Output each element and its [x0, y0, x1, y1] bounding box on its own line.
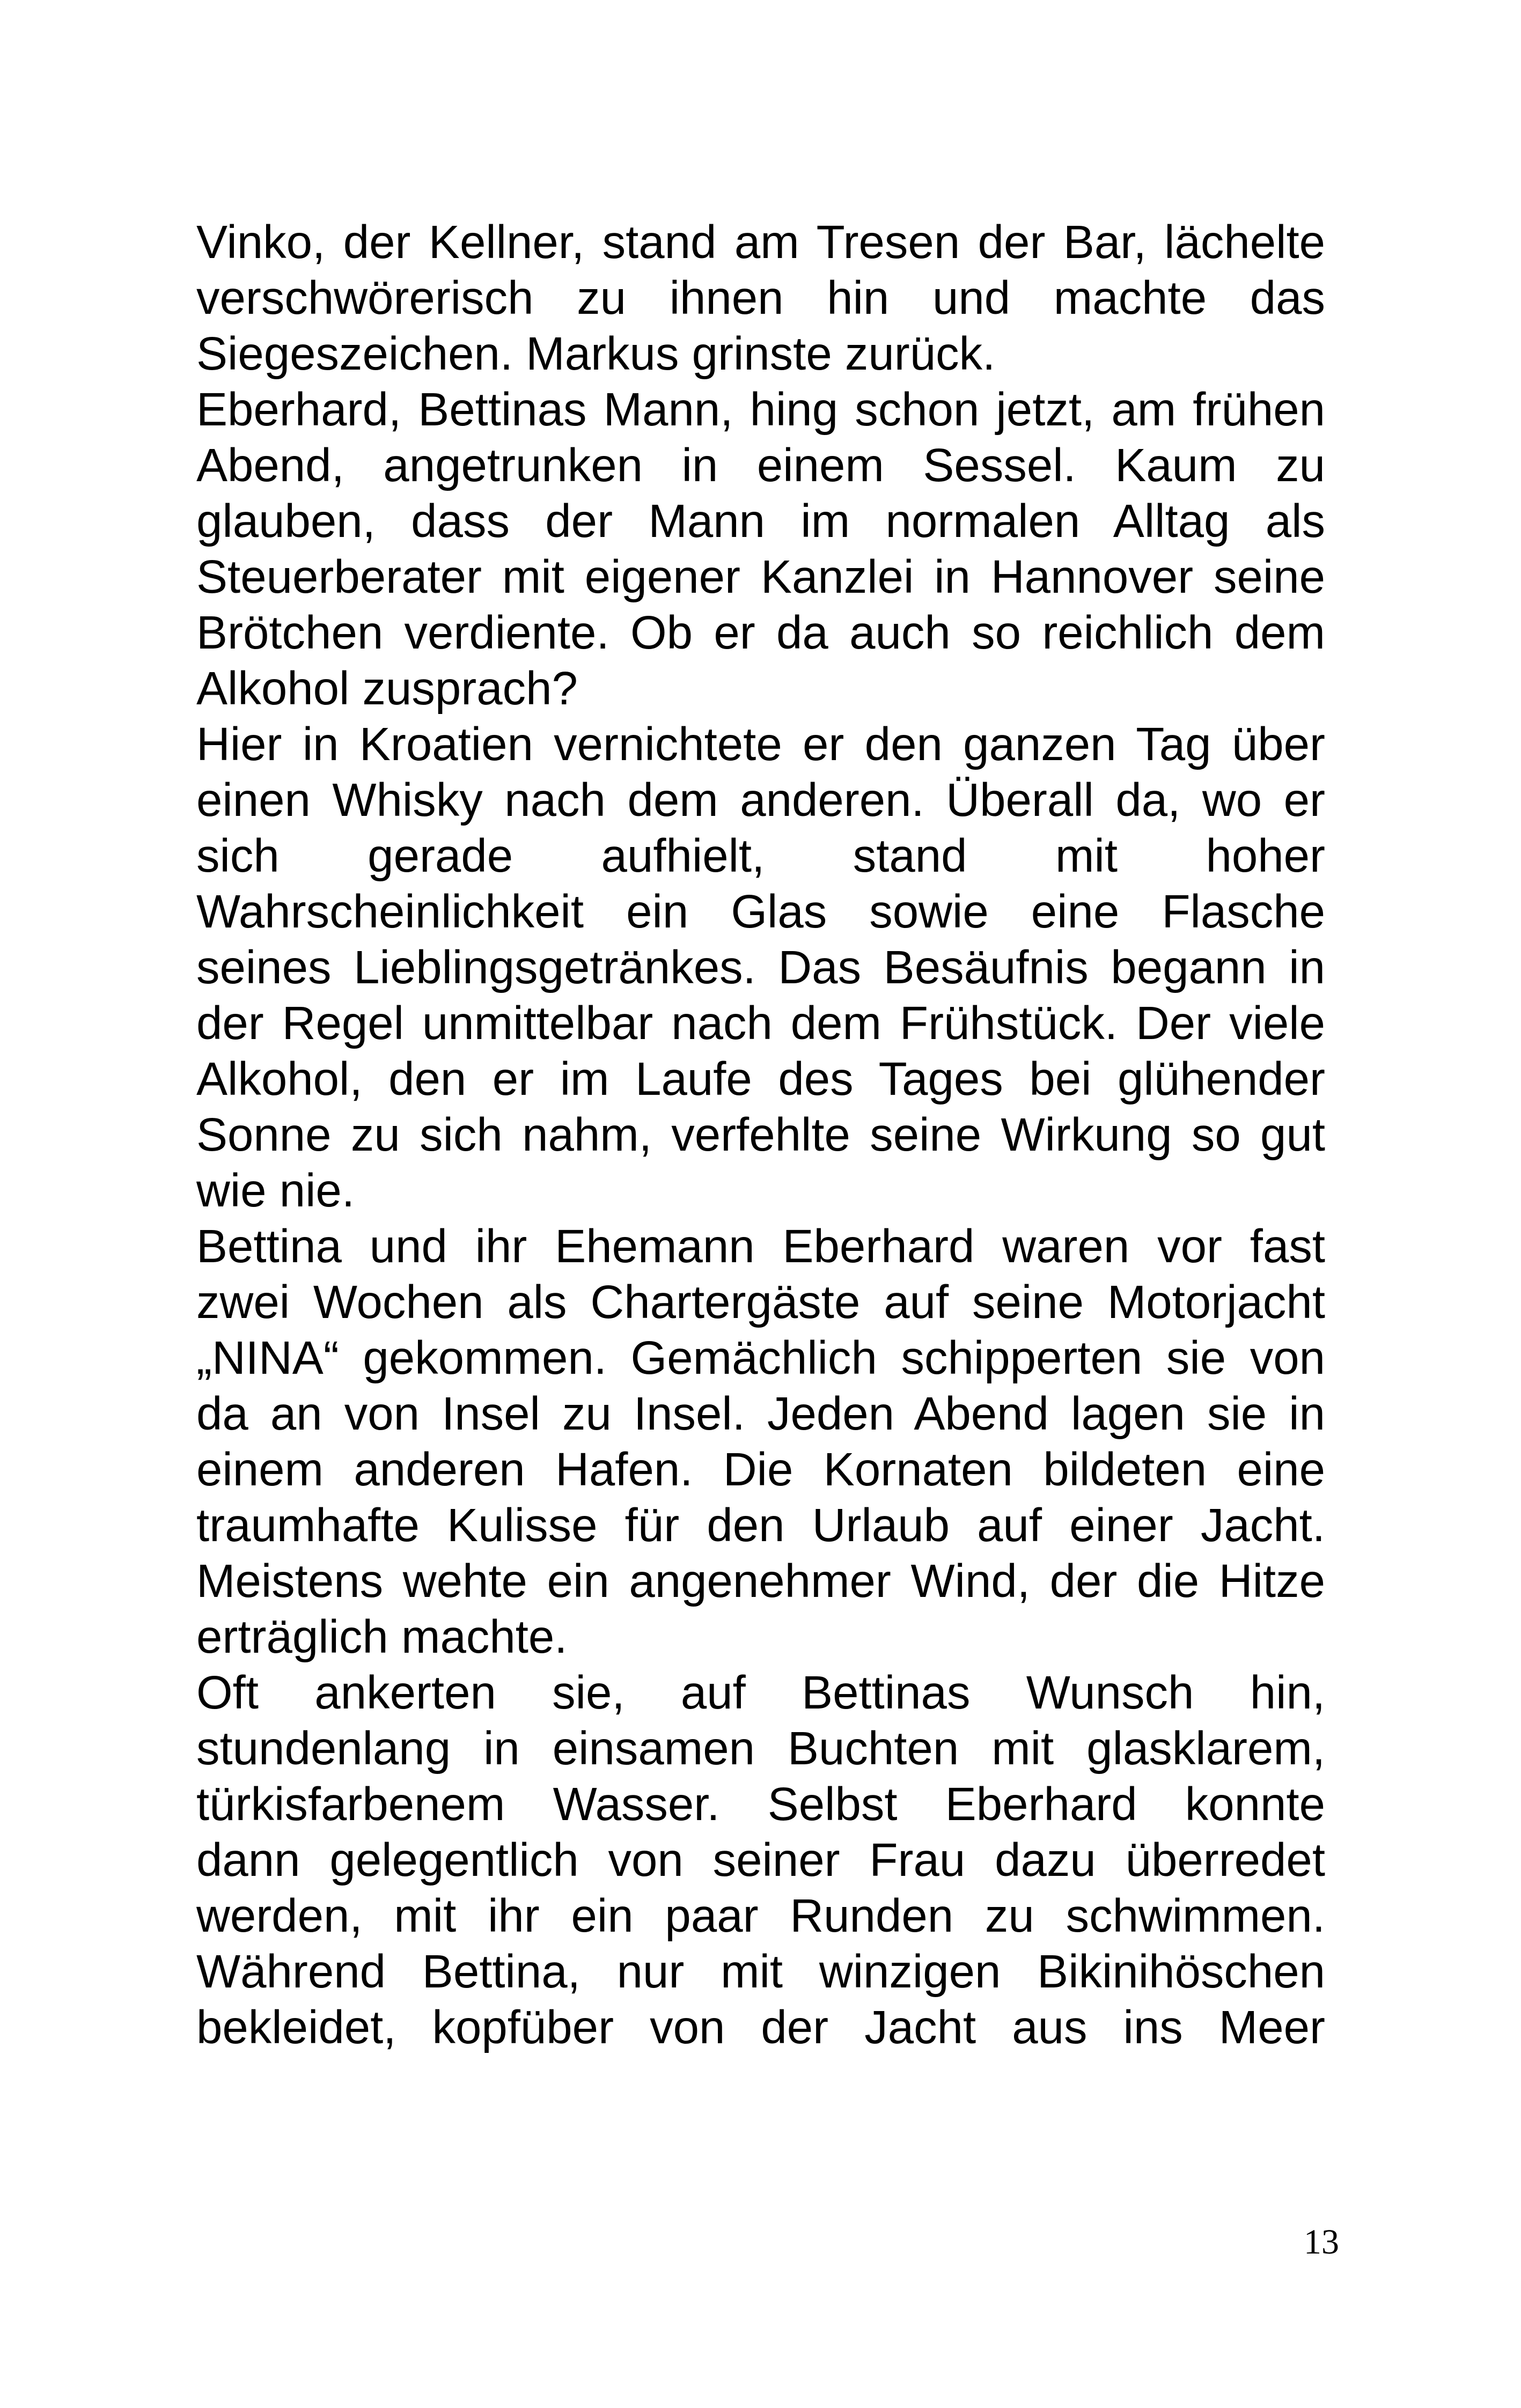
text-line: einen Whisky nach dem anderen. Überall da, wo er [196, 774, 1325, 826]
text-line: Hier in Kroatien vernichtete er den ganzen Tag über [196, 718, 1325, 770]
text-line: zwei Wochen als Chartergäste auf seine Motorjacht [196, 1276, 1325, 1328]
text-line: traumhafte Kulisse für den Urlaub auf einer Jacht. [196, 1499, 1325, 1551]
text-line: da an von Insel zu Insel. Jeden Abend lagen sie in [196, 1388, 1325, 1440]
text-line: der Regel unmittelbar nach dem Frühstück. Der viele [196, 997, 1325, 1049]
text-line: glauben, dass der Mann im normalen Alltag als [196, 495, 1325, 547]
text-line: Bettina und ihr Ehemann Eberhard waren vor fast [196, 1220, 1325, 1272]
text-line: Alkohol zusprach? [196, 662, 578, 715]
text-line: Abend, angetrunken in einem Sessel. Kaum zu [196, 439, 1325, 491]
paragraph [196, 215, 1325, 382]
text-line: sich gerade aufhielt, stand mit hoher [196, 830, 1325, 882]
text-line: „NINA“ gekommen. Gemächlich schipperten sie von [196, 1332, 1325, 1384]
text-line: Sonne zu sich nahm, verfehlte seine Wirkung so gut [196, 1109, 1325, 1161]
text-line: Wahrscheinlichkeit ein Glas sowie eine Flasche [196, 886, 1325, 938]
text-line: türkisfarbenem Wasser. Selbst Eberhard konnte [196, 1778, 1325, 1830]
page-number: 13 [1304, 2222, 1339, 2262]
text-line: seines Lieblingsgetränkes. Das Besäufnis begann in [196, 941, 1325, 993]
body-text [196, 215, 1325, 2056]
text-line: stundenlang in einsamen Buchten mit glasklarem, [196, 1722, 1325, 1774]
paragraph [196, 1219, 1325, 1665]
text-line: Alkohol, den er im Laufe des Tages bei glühender [196, 1053, 1325, 1105]
text-line: bekleidet, kopfüber von der Jacht aus ins Meer [196, 2001, 1325, 2053]
text-line: verschwörerisch zu ihnen hin und machte das [196, 272, 1325, 324]
text-line: Während Bettina, nur mit winzigen Bikinihöschen [196, 1946, 1325, 1998]
text-line: dann gelegentlich von seiner Frau dazu überredet [196, 1834, 1325, 1886]
text-line: Brötchen verdiente. Ob er da auch so reichlich dem [196, 607, 1325, 659]
text-line: erträglich machte. [196, 1611, 568, 1663]
paragraph [196, 717, 1325, 1219]
text-line: Meistens wehte ein angenehmer Wind, der die Hitze [196, 1555, 1325, 1607]
text-line: Siegeszeichen. Markus grinste zurück. [196, 328, 996, 380]
text-line: Oft ankerten sie, auf Bettinas Wunsch hin, [196, 1667, 1325, 1719]
text-line: Steuerberater mit eigener Kanzlei in Hannover seine [196, 551, 1325, 603]
text-line: werden, mit ihr ein paar Runden zu schwimmen. [196, 1890, 1325, 1942]
text-line: Eberhard, Bettinas Mann, hing schon jetzt, am frühen [196, 384, 1325, 436]
paragraph [196, 1665, 1325, 2056]
paragraph [196, 382, 1325, 717]
text-line: einem anderen Hafen. Die Kornaten bildeten eine [196, 1444, 1325, 1496]
text-line: Vinko, der Kellner, stand am Tresen der Bar, lächelte [196, 216, 1325, 268]
text-line: wie nie. [196, 1165, 355, 1217]
